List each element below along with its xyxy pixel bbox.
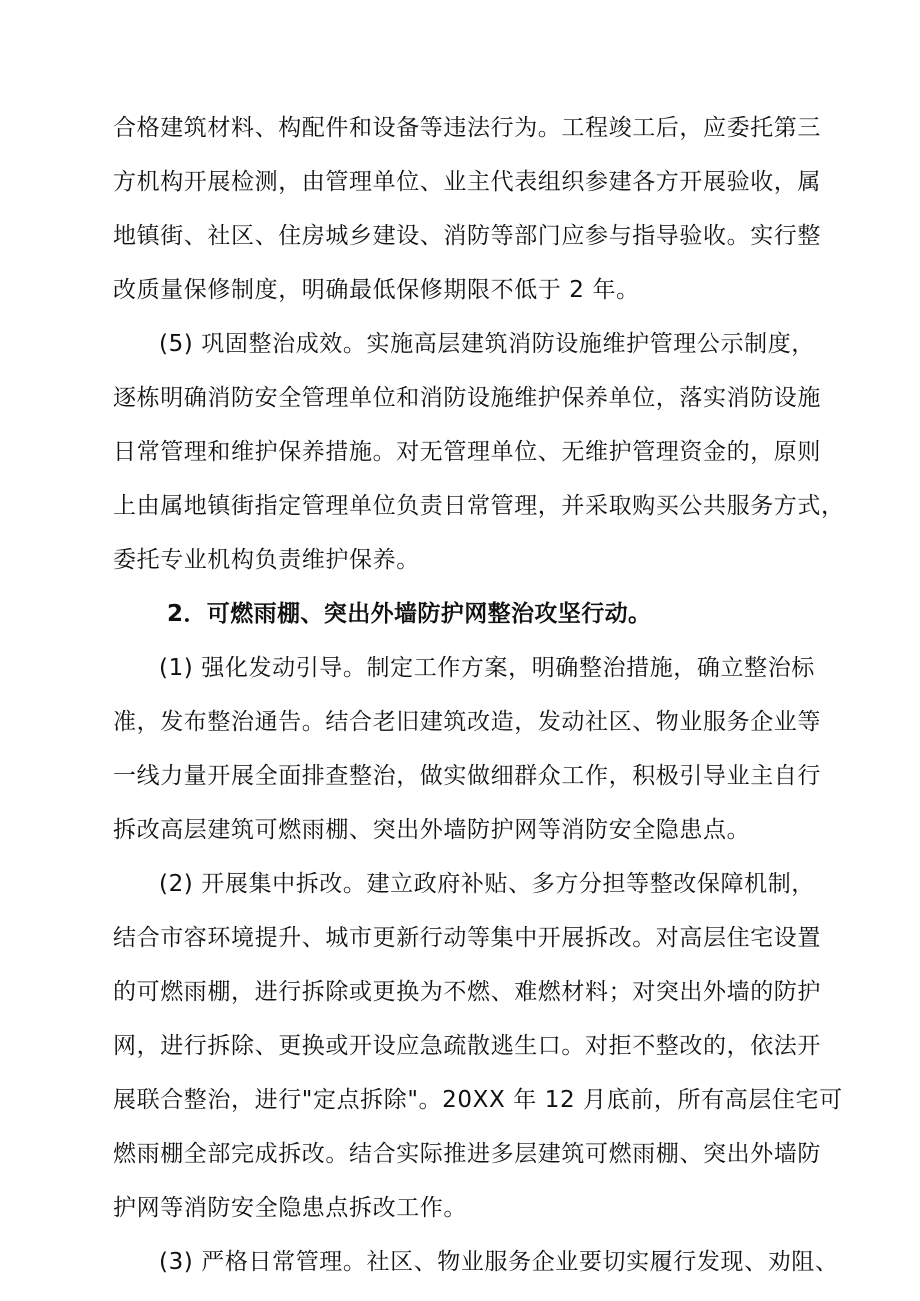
section-heading: 2．可燃雨棚、突出外墙防护网整治攻坚行动。 [167,601,652,627]
text-line: 日常管理和维护保养措施。对无管理单位、无维护管理资金的，原则 [113,439,821,465]
text-line: 逐栋明确消防安全管理单位和消防设施维护保养单位，落实消防设施 [113,385,821,411]
paragraph-5-first-line: (5) 巩固整治成效。实施高层建筑消防设施维护管理公示制度， [159,331,815,357]
text-line: 护网等消防安全隐患点拆改工作。 [113,1195,467,1221]
text-line: 委托专业机构负责维护保养。 [113,547,420,573]
text-line: 合格建筑材料、构配件和设备等违法行为。工程竣工后，应委托第三 [113,115,821,141]
text-line: 结合市容环境提升、城市更新行动等集中开展拆改。对高层住宅设置 [113,925,821,951]
text-line: 网，进行拆除、更换或开设应急疏散逃生口。对拒不整改的，依法开 [113,1033,821,1059]
text-line: 的可燃雨棚，进行拆除或更换为不燃、难燃材料；对突出外墙的防护 [113,979,821,1005]
text-line: 一线力量开展全面排查整治，做实做细群众工作，积极引导业主自行 [113,763,821,789]
text-line: 地镇街、社区、住房城乡建设、消防等部门应参与指导验收。实行整 [113,223,821,249]
text-line: 上由属地镇街指定管理单位负责日常管理，并采取购买公共服务方式， [113,493,845,519]
text-line: 准，发布整治通告。结合老旧建筑改造，发动社区、物业服务企业等 [113,709,821,735]
paragraph-3-first-line: (3) 严格日常管理。社区、物业服务企业要切实履行发现、劝阻、 [159,1249,839,1275]
paragraph-1-first-line: (1) 强化发动引导。制定工作方案，明确整治措施，确立整治标 [159,655,815,681]
text-line: 展联合整治，进行"定点拆除"。20XX 年 12 月底前，所有高层住宅可 [113,1087,843,1113]
paragraph-2-first-line: (2) 开展集中拆改。建立政府补贴、多方分担等整改保障机制， [159,871,815,897]
text-line: 燃雨棚全部完成拆改。结合实际推进多层建筑可燃雨棚、突出外墙防 [113,1141,821,1167]
text-line: 方机构开展检测，由管理单位、业主代表组织参建各方开展验收，属 [113,169,821,195]
text-line: 拆改高层建筑可燃雨棚、突出外墙防护网等消防安全隐患点。 [113,817,751,843]
text-line: 改质量保修制度，明确最低保修期限不低于 2 年。 [113,277,640,303]
